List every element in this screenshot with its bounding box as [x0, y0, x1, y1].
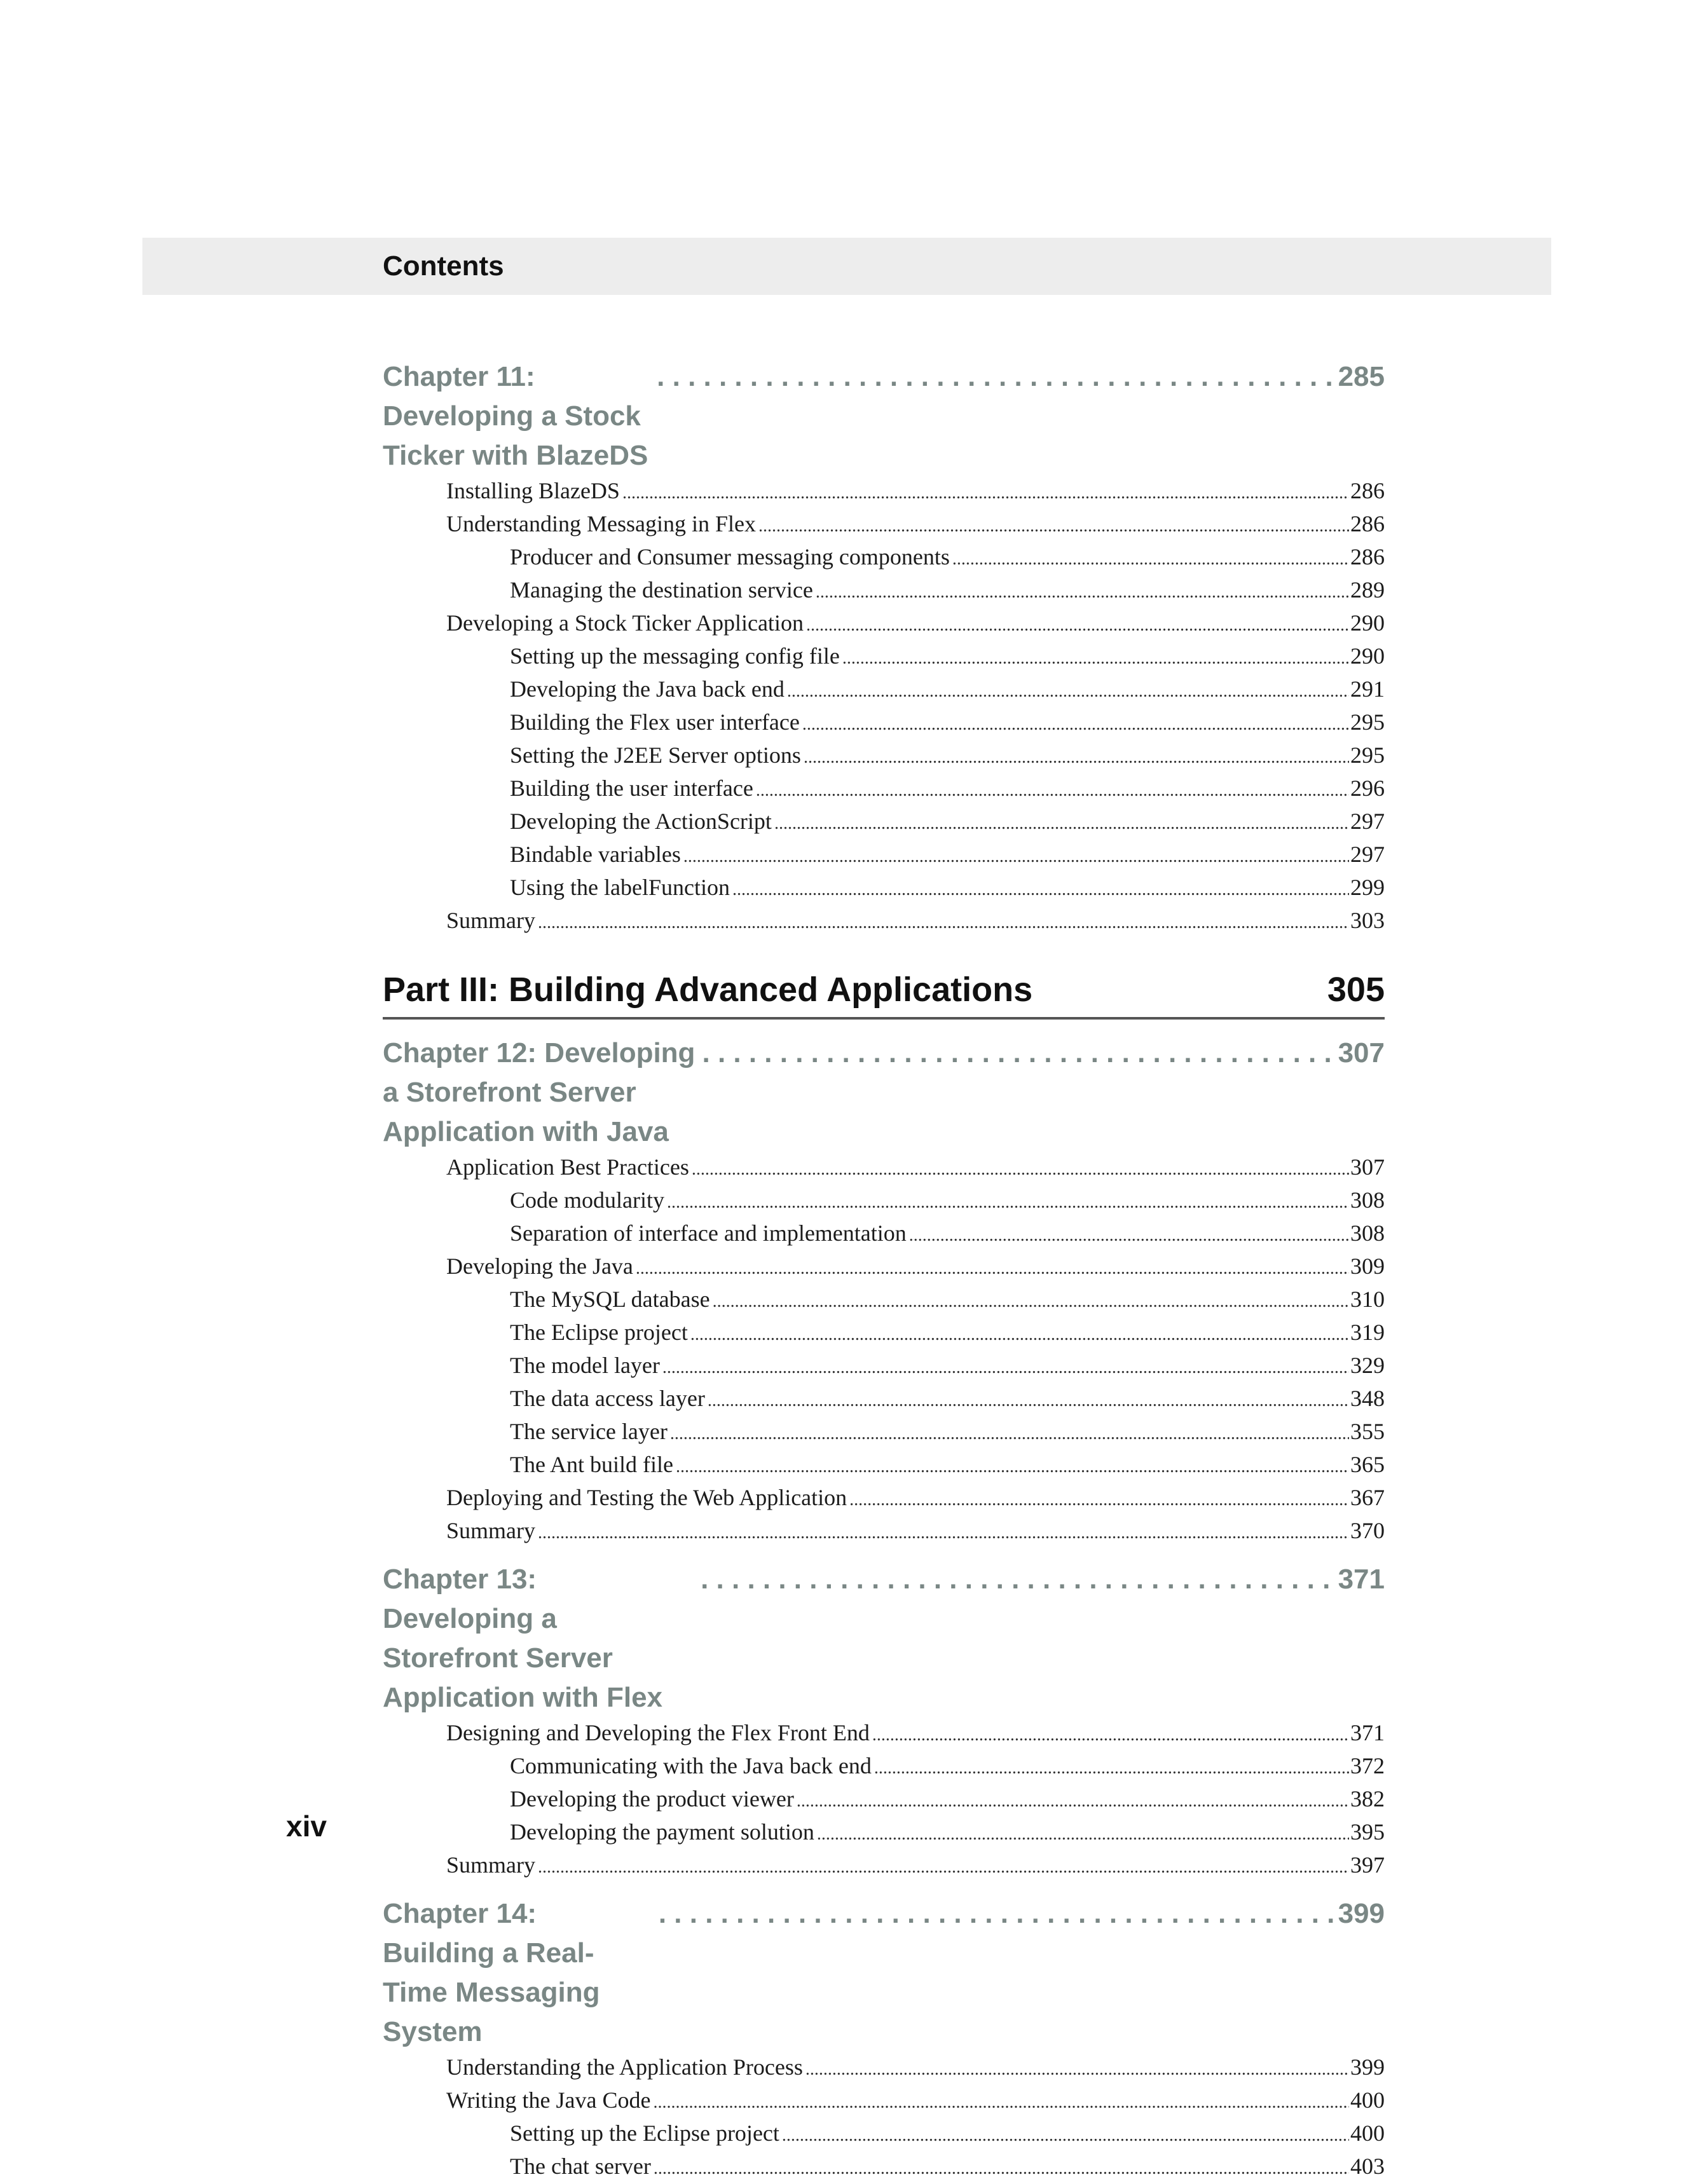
toc-entry[interactable]: Setting up the Eclipse project ..... 400	[383, 2118, 1385, 2151]
chapter-11-heading[interactable]	[383, 357, 1385, 475]
chapter-page: 285	[1338, 361, 1385, 392]
toc-entry[interactable]: Managing the destination service ..... 289	[383, 575, 1385, 608]
toc-entry[interactable]: The service layer ..... 355	[383, 1416, 1385, 1449]
toc-entry[interactable]: Understanding the Application Process ..... 399	[383, 2052, 1385, 2085]
toc-entry[interactable]: Producer and Consumer messaging components ..... 286	[383, 542, 1385, 575]
toc-entry[interactable]: The data access layer ..... 348	[383, 1383, 1385, 1416]
table-of-contents	[383, 356, 1385, 2184]
toc-entry[interactable]: The Eclipse project ..... 319	[383, 1317, 1385, 1350]
chapter-12-heading[interactable]	[383, 1034, 1385, 1152]
toc-entry[interactable]: Installing BlazeDS ..... 286	[383, 475, 1385, 508]
part-title: Part III: Building Advanced Applications	[383, 971, 1033, 1009]
toc-entry[interactable]: The MySQL database ..... 310	[383, 1284, 1385, 1317]
part-page: 305	[1327, 971, 1385, 1009]
toc-entry[interactable]: Application Best Practices ..... 307	[383, 1152, 1385, 1185]
chapter-14-heading[interactable]	[383, 1894, 1385, 2052]
toc-entry[interactable]: Setting up the messaging config file ..... 290	[383, 641, 1385, 674]
chapter-title: Chapter 14: Building a Real-Time Messaging System	[383, 1898, 600, 2047]
page-number: xiv	[286, 1810, 327, 1843]
toc-entry[interactable]: Deploying and Testing the Web Application ..... 367	[383, 1482, 1385, 1515]
toc-entry[interactable]: The chat server ..... 403	[383, 2151, 1385, 2184]
toc-entry[interactable]: Building the user interface ..... 296	[383, 773, 1385, 806]
toc-entry[interactable]: Summary ..... 370	[383, 1515, 1385, 1548]
toc-entry[interactable]: Designing and Developing the Flex Front End ..... 371	[383, 1717, 1385, 1751]
toc-entry[interactable]: Communicating with the Java back end ..... 372	[383, 1751, 1385, 1784]
part-3-heading[interactable]	[383, 967, 1385, 1020]
toc-entry[interactable]: Developing the Java back end ..... 291	[383, 674, 1385, 707]
toc-entry[interactable]: Summary ..... 397	[383, 1850, 1385, 1883]
chapter-13-heading[interactable]	[383, 1560, 1385, 1717]
toc-entry[interactable]: Developing the ActionScript ..... 297	[383, 806, 1385, 839]
chapter-title: Chapter 12: Developing a Storefront Server Application with Java	[383, 1037, 696, 1147]
toc-entry[interactable]: Using the labelFunction ..... 299	[383, 872, 1385, 905]
toc-entry[interactable]: Building the Flex user interface ..... 295	[383, 707, 1385, 740]
toc-entry[interactable]: Developing the Java ..... 309	[383, 1251, 1385, 1284]
toc-entry[interactable]: Bindable variables ..... 297	[383, 839, 1385, 872]
page-title: Contents	[383, 250, 504, 282]
toc-entry[interactable]: Code modularity ..... 308	[383, 1185, 1385, 1218]
chapter-page: 307	[1338, 1037, 1385, 1068]
toc-entry[interactable]: Writing the Java Code ..... 400	[383, 2085, 1385, 2118]
chapter-page: 399	[1338, 1898, 1385, 1929]
chapter-title: Chapter 11: Developing a Stock Ticker with BlazeDS	[383, 361, 648, 471]
chapter-page: 371	[1338, 1564, 1385, 1595]
toc-entry[interactable]: The model layer ..... 329	[383, 1350, 1385, 1383]
toc-entry[interactable]: The Ant build file ..... 365	[383, 1449, 1385, 1482]
toc-entry[interactable]: Developing a Stock Ticker Application ..... 290	[383, 608, 1385, 641]
toc-entry[interactable]: Separation of interface and implementation ..... 308	[383, 1218, 1385, 1251]
chapter-title: Chapter 13: Developing a Storefront Server Application with Flex	[383, 1564, 663, 1713]
toc-entry[interactable]: Setting the J2EE Server options ..... 295	[383, 740, 1385, 773]
header-band	[142, 238, 1551, 295]
toc-entry[interactable]: Developing the product viewer ..... 382	[383, 1784, 1385, 1817]
toc-entry[interactable]: Understanding Messaging in Flex ..... 286	[383, 508, 1385, 542]
toc-entry[interactable]: Summary ..... 303	[383, 905, 1385, 938]
toc-entry[interactable]: Developing the payment solution ..... 395	[383, 1817, 1385, 1850]
